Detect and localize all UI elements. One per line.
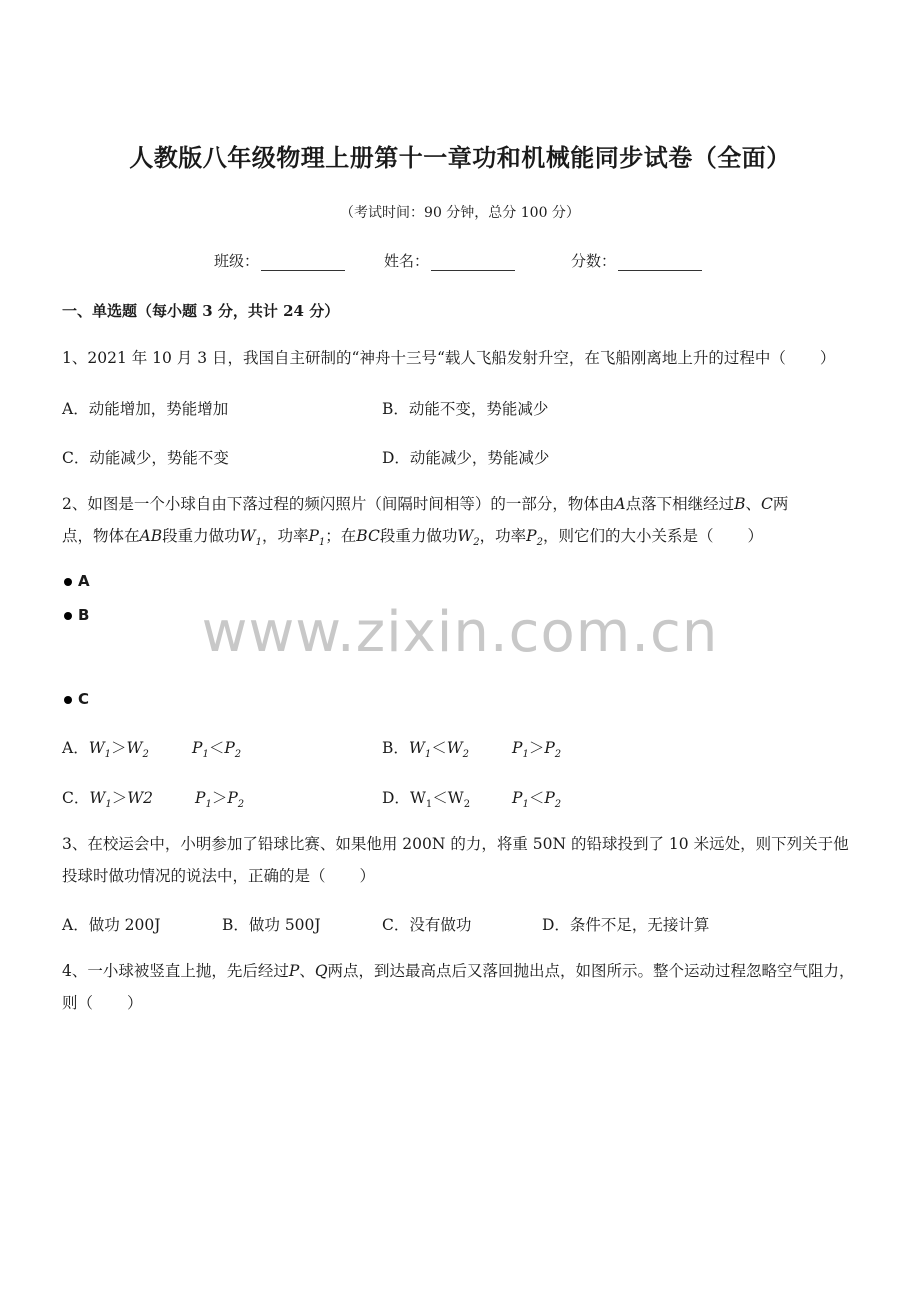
- score-label: 分数：: [571, 252, 617, 270]
- section-heading: 一、单选题（每小题 3 分，共计 24 分）: [62, 302, 340, 320]
- class-blank: [261, 254, 345, 271]
- q2-option-c-power: $P_1>P_2$: [195, 789, 245, 811]
- q3-option-a: A．做功 200J: [62, 916, 161, 934]
- q2-option-d-power: $P_1<P_2$: [512, 789, 562, 811]
- figure-point-a: A: [64, 572, 90, 590]
- q1-option-c: C．动能减少，势能不变: [62, 449, 229, 467]
- figure-point-c: C: [64, 690, 89, 708]
- name-blank: [431, 254, 515, 271]
- question-1-text: 1、2021 年 10 月 3 日，我国自主研制的“神舟十三号“载人飞船发射升空，在飞船刚离地上升的过程中（: [62, 349, 786, 367]
- question-3-stem: 3、在校运会中，小明参加了铅球比赛、如果他用 200N 的力，将重 50N 的铅球投到了 10 米远处，则下列关于他投球时做功情况的说法中，正确的是（ ）: [62, 835, 849, 885]
- question-2-stem: 2、如图是一个小球自由下落过程的频闪照片（间隔时间相等）的一部分，物体由A点落下相继经过B、C两 点，物体在AB段重力做功$W_1$，功率$P_1$；在BC段重力做功$W_2$，功率$P_2$，则它们的大小关系是（ ）: [62, 495, 789, 549]
- question-1-stem: [62, 342, 858, 374]
- ball-dot-icon: [64, 696, 72, 704]
- q2-option-a-power: $P_1<P_2$: [192, 739, 242, 761]
- question-1-close: ）: [819, 349, 836, 367]
- figure-point-b: B: [64, 606, 89, 624]
- q1-option-a: A．动能增加，势能增加: [62, 400, 229, 418]
- q3-option-c: C．没有做功: [382, 916, 472, 934]
- q2-option-a: A．$W_1>W_2$: [62, 739, 149, 761]
- class-label: 班级：: [214, 252, 260, 270]
- q3-option-b: B．做功 500J: [222, 916, 321, 934]
- q3-option-d: D．条件不足，无接计算: [542, 916, 710, 934]
- score-field: [571, 250, 702, 271]
- q2-option-c: C．$W_1>W2$: [62, 789, 153, 811]
- name-field: [384, 250, 515, 271]
- name-label: 姓名：: [384, 252, 430, 270]
- q2-option-d: D．$W_1<W_2$: [382, 789, 471, 811]
- q1-option-d: D．动能减少，势能减少: [382, 449, 550, 467]
- watermark: www.zixin.com.cn: [201, 600, 719, 665]
- q1-option-b: B．动能不变，势能减少: [382, 400, 549, 418]
- question-4-stem: 4、一小球被竖直上抛，先后经过P、Q两点，到达最高点后又落回抛出点，如图所示。整个运动过程忽略空气阻力，则（ ）: [62, 962, 855, 1012]
- q2-option-b: B．$W_1<W_2$: [382, 739, 470, 761]
- ball-dot-icon: [64, 578, 72, 586]
- q2-option-b-power: $P_1>P_2$: [512, 739, 562, 761]
- page-title: 人教版八年级物理上册第十一章功和机械能同步试卷（全面）: [129, 143, 791, 172]
- score-blank: [618, 254, 702, 271]
- class-field: [214, 250, 345, 271]
- exam-info: （考试时间：90 分钟，总分 100 分）: [340, 205, 580, 221]
